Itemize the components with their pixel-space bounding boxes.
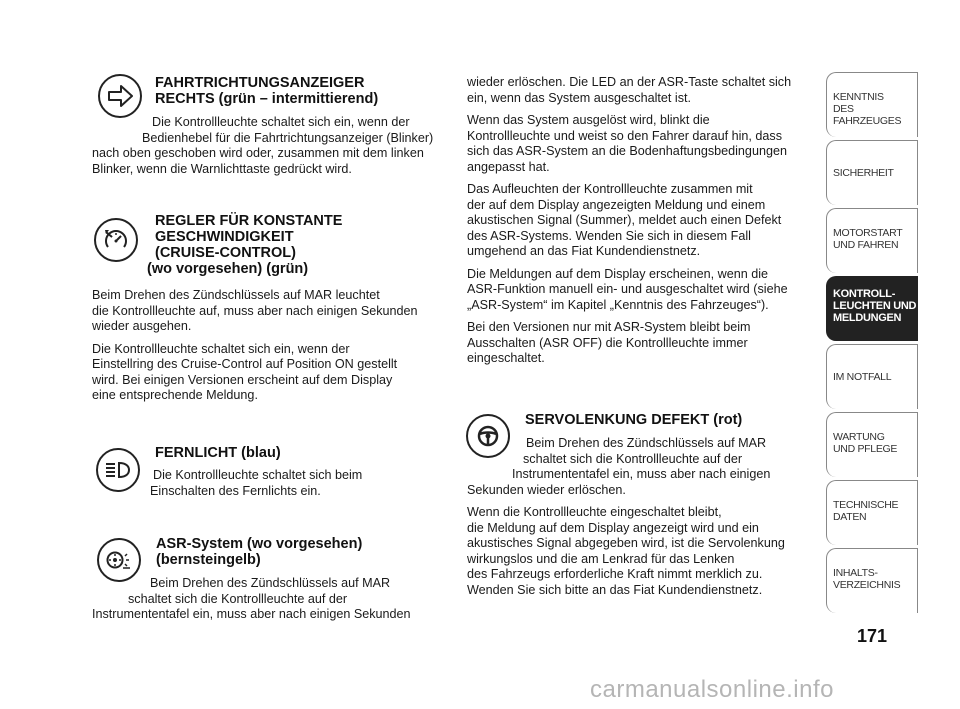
high-beam-icon (96, 448, 140, 492)
cruise-text: Beim Drehen des Zündschlüssels auf MAR leuchtet die Kontrollleuchte auf, muss aber nach einigen Sekunden wieder ausgehen. Die Kontrollleuchte schaltet sich ein, wenn der Einstellring des Cruise-Control auf Position ON gestellt wird. Bei einigen Versionen erscheint auf dem Display eine entsprechende Meldung. (92, 288, 418, 402)
steering-text: Beim Drehen des Zündschlüssels auf MAR schaltet sich die Kontrollleuchte auf der Instrumententafel ein, muss aber nach einigen Sekunden wieder erlöschen. Wenn die Kontrollleuchte eingeschaltet bleibt, die Meldung auf dem Display angezeigt wird und ein akustisches Signal abgegeben wird, ist die Servolenkung wirkungslos und die am Lenkrad für das Lenken des Fahrzeugs erforderliche Kraft nimmt merklich zu. Wenden Sie sich bitte an das Fiat Kundendienstnetz. (467, 436, 785, 597)
tab-technische-daten[interactable]: TECHNISCHE DATEN (826, 480, 918, 545)
tab-wartung[interactable]: WARTUNG UND PFLEGE (826, 412, 918, 477)
watermark: carmanualsonline.info (590, 676, 834, 703)
tab-sicherheit[interactable]: SICHERHEIT (826, 140, 918, 205)
steering-title: SERVOLENKUNG DEFEKT (rot) (525, 412, 743, 428)
cruise-control-icon (94, 218, 138, 262)
tab-im-notfall[interactable]: IM NOTFALL (826, 344, 918, 409)
tab-inhaltsverzeichnis[interactable]: INHALTS- VERZEICHNIS (826, 548, 918, 613)
tab-kontrollleuchten[interactable]: KONTROLL- LEUCHTEN UND MELDUNGEN (826, 276, 918, 341)
asr-text: Beim Drehen des Zündschlüssels auf MAR schaltet sich die Kontrollleuchte auf der Instrumententafel ein, muss aber nach einigen Sekunden (92, 576, 411, 621)
asr-continued-text: wieder erlöschen. Die LED an der ASR-Taste schaltet sich ein, wenn das System ausgeschaltet ist. Wenn das System ausgelöst wird, blinkt die Kontrollleuchte und weist so den Fahrer darauf hin, dass sich das ASR-System an die Bodenhaftungsbedingungen angepasst hat. Das Aufleuchten der Kontrollleuchte zusammen mit der auf dem Display angezeigten Meldung und einem akustischen Signal (Summer), meldet auch einen Defekt des ASR-Systems. Wenden Sie sich in diesem Fall umgehend an das Fiat Kundendienstnetz. Die Meldungen auf dem Display erscheinen, wenn die ASR-Funktion manuell ein- und ausgeschaltet wird (siehe „ASR-System“ im Kapitel „Kenntnis des Fahrzeuges“). Bei den Versionen nur mit ASR-System bleibt beim Ausschalten (ASR OFF) die Kontrollleuchte immer eingeschaltet. (467, 75, 792, 365)
highbeam-text: Die Kontrollleuchte schaltet sich beim Einschalten des Fernlichts ein. (150, 468, 363, 498)
turn-right-arrow-icon (98, 74, 142, 118)
cruise-title: REGLER FÜR KONSTANTE GESCHWINDIGKEIT (CRUISE-CONTROL) (wo vorgesehen) (grün) (147, 213, 343, 277)
tab-kenntnis[interactable]: KENNTNIS DES FAHRZEUGES (826, 72, 918, 137)
asr-title: ASR-System (wo vorgesehen) (bernsteingelb) (156, 536, 363, 568)
page-number: 171 (856, 626, 888, 646)
chapter-tabs (826, 72, 918, 616)
blinker-title: FAHRTRICHTUNGSANZEIGER RECHTS (grün – intermittierend) (155, 75, 379, 107)
blinker-text: Die Kontrollleuchte schaltet sich ein, wenn der Bedienhebel für die Fahrtrichtungsanzeiger (Blinker) nach oben geschoben wird oder, zusammen mit dem linken Blinker, wenn die Warnlichttaste gedrückt wird. (92, 115, 434, 176)
tab-motorstart[interactable]: MOTORSTART UND FAHREN (826, 208, 918, 273)
highbeam-title: FERNLICHT (blau) (155, 445, 281, 461)
